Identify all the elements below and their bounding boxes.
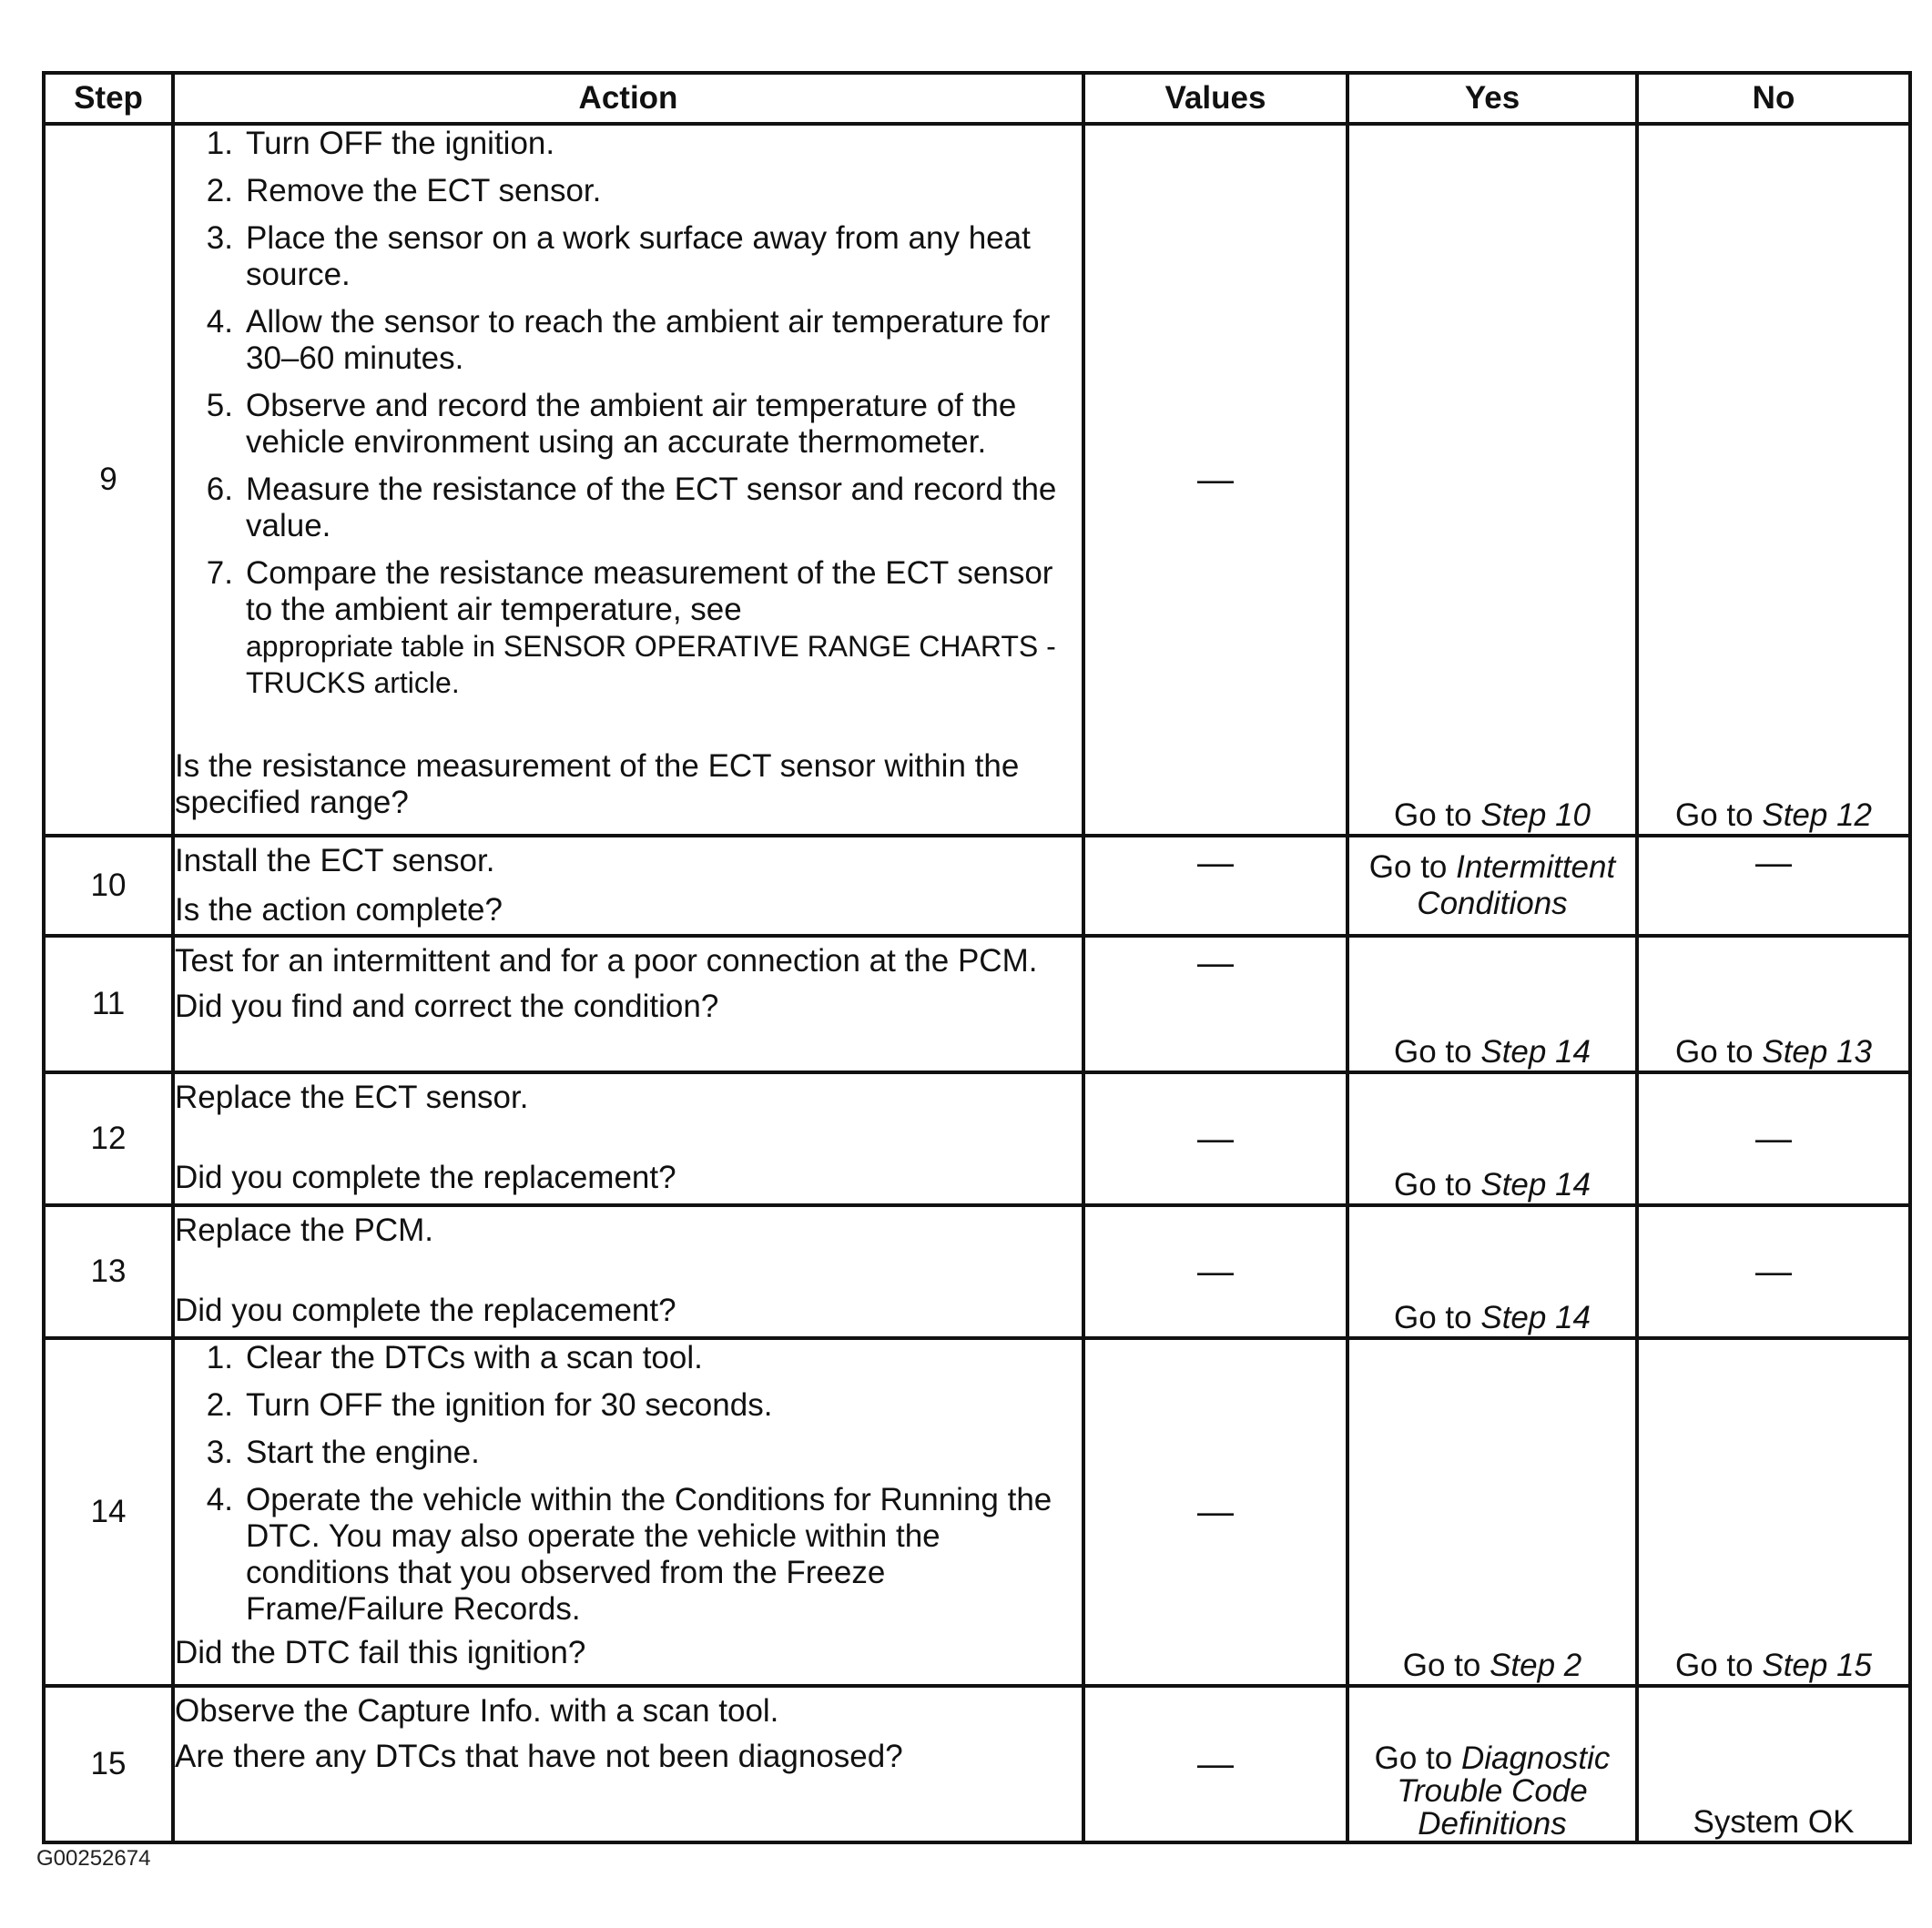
step-number: 15: [44, 1686, 173, 1842]
no-cell: [1637, 1338, 1910, 1686]
table-row: [44, 936, 1910, 1072]
step-number: 13: [44, 1205, 173, 1338]
list-item: 1. Turn OFF the ignition.: [206, 126, 555, 161]
go-to-link[interactable]: Go to Step 14: [1394, 1300, 1591, 1335]
substep-reference: appropriate table in SENSOR OPERATIVE RANGE CHARTS - TRUCKS article.: [246, 630, 1056, 699]
step-instruction: Install the ECT sensor.: [175, 843, 495, 878]
header-row: [44, 73, 1910, 124]
values-cell: —: [1083, 1686, 1347, 1842]
go-to-link[interactable]: Go to Intermittent Conditions: [1368, 849, 1616, 921]
no-cell: —: [1637, 836, 1910, 936]
table-row: [44, 836, 1910, 936]
step-instruction: Replace the ECT sensor.: [175, 1080, 529, 1115]
step-question: Did you complete the replacement?: [175, 1293, 676, 1328]
yes-cell: [1347, 1338, 1637, 1686]
values-cell: —: [1083, 1072, 1347, 1205]
go-to-link[interactable]: Go to Step 2: [1402, 1648, 1582, 1683]
step-question: Is the resistance measurement of the ECT sensor within the specified range?: [175, 748, 1020, 820]
list-item: 4. Operate the vehicle within the Conditions for Running the DTC. You may also operate the vehicle within the conditions that you observed from the Freeze Frame/Failure Records.: [206, 1482, 1052, 1627]
action-cell: [173, 1072, 1083, 1205]
list-item: 1. Clear the DTCs with a scan tool.: [206, 1340, 703, 1375]
list-item: 3. Start the engine.: [206, 1435, 480, 1470]
values-cell: —: [1083, 1205, 1347, 1338]
step-number: 12: [44, 1072, 173, 1205]
substep-text: Compare the resistance measurement of the ECT sensor to the ambient air temperature, see: [246, 555, 1053, 627]
yes-cell: [1347, 1686, 1637, 1842]
step-number: 10: [44, 836, 173, 936]
header-values: Values: [1083, 73, 1347, 124]
yes-cell: [1347, 936, 1637, 1072]
list-item: 2. Turn OFF the ignition for 30 seconds.: [206, 1387, 773, 1423]
figure-id: G00252674: [36, 1846, 151, 1871]
step-instruction: Replace the PCM.: [175, 1213, 434, 1248]
yes-cell: [1347, 1205, 1637, 1338]
table-row: [44, 1205, 1910, 1338]
go-to-link[interactable]: Go to Step 14: [1394, 1034, 1591, 1070]
step-question: Did you complete the replacement?: [175, 1160, 676, 1195]
step-question: Is the action complete?: [175, 892, 503, 928]
substep-list: [175, 126, 1082, 712]
values-cell: —: [1083, 936, 1347, 1072]
step-number: 9: [44, 124, 173, 836]
go-to-link[interactable]: Go to Step 10: [1394, 797, 1591, 833]
header-yes: Yes: [1347, 73, 1637, 124]
no-cell: [1637, 936, 1910, 1072]
no-cell: —: [1637, 1205, 1910, 1338]
step-instruction: Test for an intermittent and for a poor connection at the PCM.: [175, 943, 1038, 979]
diagnostic-table-container: [42, 71, 1908, 1844]
go-to-link[interactable]: Go to Diagnostic Trouble Code Definitions: [1374, 1740, 1611, 1842]
table-row: [44, 1338, 1910, 1686]
list-item: 5. Observe and record the ambient air temperature of the vehicle environment using an accurate thermometer.: [206, 388, 1017, 460]
go-to-link[interactable]: Go to Step 14: [1394, 1167, 1591, 1202]
go-to-link[interactable]: Go to Step 12: [1675, 797, 1872, 833]
substep-list: [175, 1340, 1082, 1628]
step-question: Did you find and correct the condition?: [175, 989, 719, 1024]
step-question: Did the DTC fail this ignition?: [175, 1635, 586, 1670]
list-item: 7. Compare the resistance measurement of the ECT sensor to the ambient air temperature, see appropriate table in SENSOR OPERATIVE RANGE CHARTS - TRUCKS article.: [206, 555, 1056, 699]
no-cell: System OK: [1637, 1686, 1910, 1842]
action-cell: [173, 1205, 1083, 1338]
list-item: 6. Measure the resistance of the ECT sensor and record the value.: [206, 472, 1057, 543]
values-cell: —: [1083, 124, 1347, 836]
step-question: Are there any DTCs that have not been diagnosed?: [175, 1739, 903, 1774]
no-cell: —: [1637, 1072, 1910, 1205]
go-to-link[interactable]: Go to Step 15: [1675, 1648, 1872, 1683]
step-instruction: Observe the Capture Info. with a scan tool.: [175, 1693, 779, 1729]
values-cell: —: [1083, 1338, 1347, 1686]
header-no: No: [1637, 73, 1910, 124]
step-number: 14: [44, 1338, 173, 1686]
yes-cell: [1347, 124, 1637, 836]
diagnostic-table: [42, 71, 1912, 1844]
table-row: [44, 124, 1910, 836]
yes-cell: [1347, 1072, 1637, 1205]
step-number: 11: [44, 936, 173, 1072]
header-step: Step: [44, 73, 173, 124]
action-cell: [173, 1686, 1083, 1842]
table-row: [44, 1072, 1910, 1205]
list-item: 4. Allow the sensor to reach the ambient air temperature for 30–60 minutes.: [206, 304, 1051, 376]
list-item: 3. Place the sensor on a work surface away from any heat source.: [206, 220, 1031, 292]
go-to-link[interactable]: Go to Step 13: [1675, 1034, 1872, 1070]
action-cell: [173, 124, 1083, 836]
action-cell: [173, 836, 1083, 936]
yes-cell: [1347, 836, 1637, 936]
action-cell: [173, 1338, 1083, 1686]
list-item: 2. Remove the ECT sensor.: [206, 173, 602, 208]
header-action: Action: [173, 73, 1083, 124]
table-row: [44, 1686, 1910, 1842]
values-cell: —: [1083, 836, 1347, 936]
action-cell: [173, 936, 1083, 1072]
no-cell: [1637, 124, 1910, 836]
